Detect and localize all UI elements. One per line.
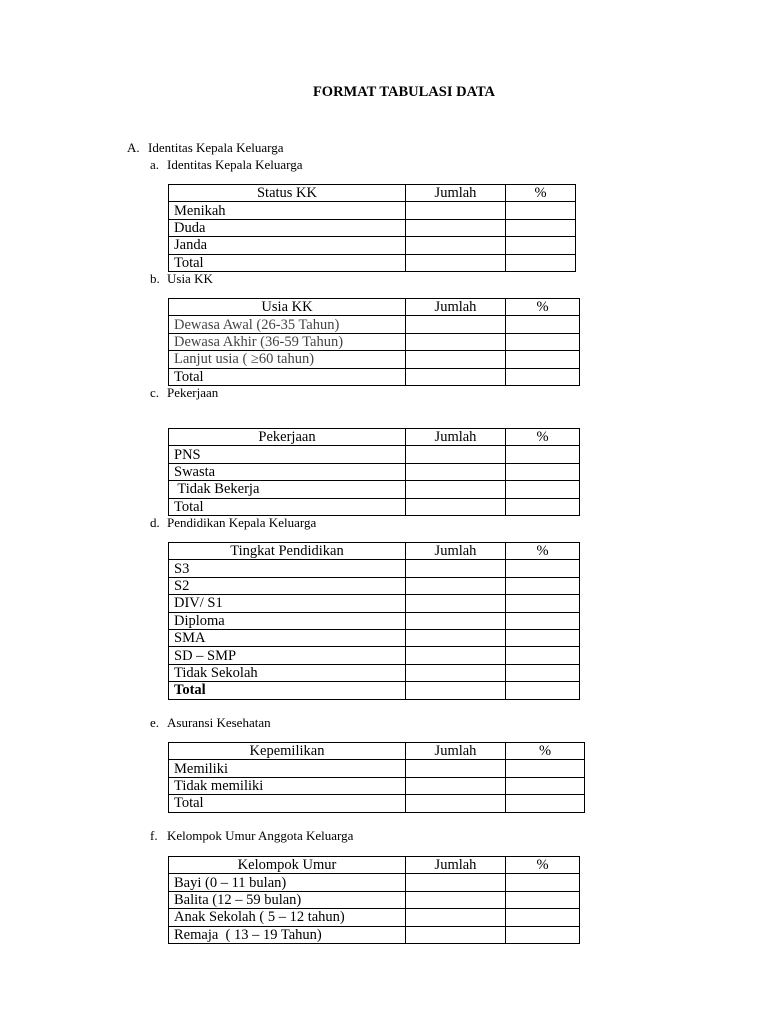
percent-cell [506,254,576,271]
table-row [169,795,585,812]
row-label: Janda [169,237,406,254]
row-label: Memiliki [169,760,406,777]
header-jumlah: Jumlah [406,429,506,446]
table-header-row [169,299,580,316]
percent-cell [506,909,580,926]
table-asuransi [168,742,585,813]
header-percent: % [506,299,580,316]
header-percent: % [506,185,576,202]
header-percent: % [506,543,580,560]
table-row [169,560,580,577]
row-label-total: Total [169,682,406,699]
row-label: Tidak Bekerja [169,481,406,498]
table-row [169,446,580,463]
percent-cell [506,874,580,891]
document-title: FORMAT TABULASI DATA [312,84,496,100]
subheading-label: Asuransi Kesehatan [167,715,271,730]
section-letter: A. [127,140,140,155]
header-jumlah: Jumlah [406,299,506,316]
jumlah-cell [406,254,506,271]
row-label: Duda [169,219,406,236]
row-label: Bayi (0 – 11 bulan) [169,874,406,891]
header-jumlah: Jumlah [406,185,506,202]
row-label: Menikah [169,202,406,219]
row-label: Total [169,368,406,385]
header-percent: % [506,429,580,446]
table-row [169,664,580,681]
header-jumlah: Jumlah [406,743,506,760]
table-row [169,874,580,891]
percent-cell [506,560,580,577]
jumlah-cell [406,560,506,577]
percent-cell [506,368,580,385]
subheading-letter: f. [150,828,158,843]
header-category: Tingkat Pendidikan [169,543,406,560]
table-header-row [169,857,580,874]
row-label: Total [169,254,406,271]
table-row [169,612,580,629]
jumlah-cell [406,333,506,350]
subheading-d [150,515,316,531]
percent-cell [506,351,580,368]
table-row [169,777,585,794]
row-label: Dewasa Awal (26-35 Tahun) [169,316,406,333]
row-label: SD – SMP [169,647,406,664]
percent-cell [506,595,580,612]
row-label: Total [169,498,406,515]
jumlah-cell [406,926,506,943]
row-label: Dewasa Akhir (36-59 Tahun) [169,333,406,350]
table-row [169,237,576,254]
percent-cell [506,891,580,908]
header-percent: % [506,857,580,874]
percent-cell [506,446,580,463]
jumlah-cell [406,909,506,926]
table-header-row [169,743,585,760]
table-row [169,909,580,926]
jumlah-cell [406,595,506,612]
table-row [169,682,580,699]
header-category: Usia KK [169,299,406,316]
table-header-row [169,429,580,446]
subheading-letter: c. [150,385,160,400]
row-label: Tidak Sekolah [169,664,406,681]
percent-cell [506,463,580,480]
jumlah-cell [406,874,506,891]
table-row [169,463,580,480]
subheading-f [150,828,353,844]
table-usia-kk [168,298,580,386]
table-row [169,760,585,777]
table-row [169,254,576,271]
row-label: Remaja ( 13 – 19 Tahun) [169,926,406,943]
percent-cell [506,926,580,943]
table-row [169,577,580,594]
subheading-label: Pendidikan Kepala Keluarga [167,515,317,530]
jumlah-cell [406,891,506,908]
row-label: Total [169,795,406,812]
table-row [169,368,580,385]
table-row [169,333,580,350]
percent-cell [506,316,580,333]
table-header-row [169,543,580,560]
table-kelompok-umur [168,856,580,944]
subheading-c [150,385,218,401]
row-label: S3 [169,560,406,577]
jumlah-cell [406,664,506,681]
table-row [169,316,580,333]
subheading-label: Pekerjaan [167,385,219,400]
percent-cell [506,498,580,515]
percent-cell [506,577,580,594]
header-jumlah: Jumlah [406,543,506,560]
subheading-b [150,271,213,287]
percent-cell [506,777,585,794]
jumlah-cell [406,760,506,777]
row-label: PNS [169,446,406,463]
subheading-label: Identitas Kepala Keluarga [167,157,303,172]
table-row [169,498,580,515]
percent-cell [506,219,576,236]
jumlah-cell [406,777,506,794]
percent-cell [506,481,580,498]
subheading-label: Usia KK [167,271,213,286]
row-label: Diploma [169,612,406,629]
table-row [169,351,580,368]
table-row [169,595,580,612]
percent-cell [506,647,580,664]
percent-cell [506,629,580,646]
jumlah-cell [406,202,506,219]
table-pekerjaan [168,428,580,516]
percent-cell [506,664,580,681]
subheading-a [150,157,302,173]
jumlah-cell [406,351,506,368]
row-label: SMA [169,629,406,646]
table-row [169,219,576,236]
jumlah-cell [406,682,506,699]
jumlah-cell [406,237,506,254]
table-row [169,481,580,498]
percent-cell [506,333,580,350]
jumlah-cell [406,481,506,498]
percent-cell [506,612,580,629]
row-label: Tidak memiliki [169,777,406,794]
row-label: Lanjut usia ( ≥60 tahun) [169,351,406,368]
percent-cell [506,202,576,219]
table-row [169,926,580,943]
table-row [169,891,580,908]
table-row [169,202,576,219]
subheading-letter: d. [150,515,160,530]
table-row [169,647,580,664]
table-row [169,629,580,646]
jumlah-cell [406,368,506,385]
percent-cell [506,795,585,812]
header-jumlah: Jumlah [406,857,506,874]
row-label: Anak Sekolah ( 5 – 12 tahun) [169,909,406,926]
row-label: S2 [169,577,406,594]
row-label: DIV/ S1 [169,595,406,612]
jumlah-cell [406,463,506,480]
jumlah-cell [406,647,506,664]
jumlah-cell [406,498,506,515]
subheading-letter: e. [150,715,160,730]
jumlah-cell [406,577,506,594]
section-label: Identitas Kepala Keluarga [148,140,284,155]
jumlah-cell [406,316,506,333]
section-a-heading [127,140,283,156]
header-category: Pekerjaan [169,429,406,446]
header-percent: % [506,743,585,760]
table-pendidikan [168,542,580,700]
jumlah-cell [406,612,506,629]
percent-cell [506,760,585,777]
header-category: Kepemilikan [169,743,406,760]
table-status-kk [168,184,576,272]
subheading-letter: a. [150,157,160,172]
subheading-letter: b. [150,271,160,286]
jumlah-cell [406,795,506,812]
table-header-row [169,185,576,202]
percent-cell [506,237,576,254]
subheading-label: Kelompok Umur Anggota Keluarga [167,828,354,843]
row-label: Swasta [169,463,406,480]
percent-cell [506,682,580,699]
jumlah-cell [406,219,506,236]
subheading-e [150,715,271,731]
jumlah-cell [406,629,506,646]
row-label: Balita (12 – 59 bulan) [169,891,406,908]
header-category: Status KK [169,185,406,202]
header-category: Kelompok Umur [169,857,406,874]
jumlah-cell [406,446,506,463]
